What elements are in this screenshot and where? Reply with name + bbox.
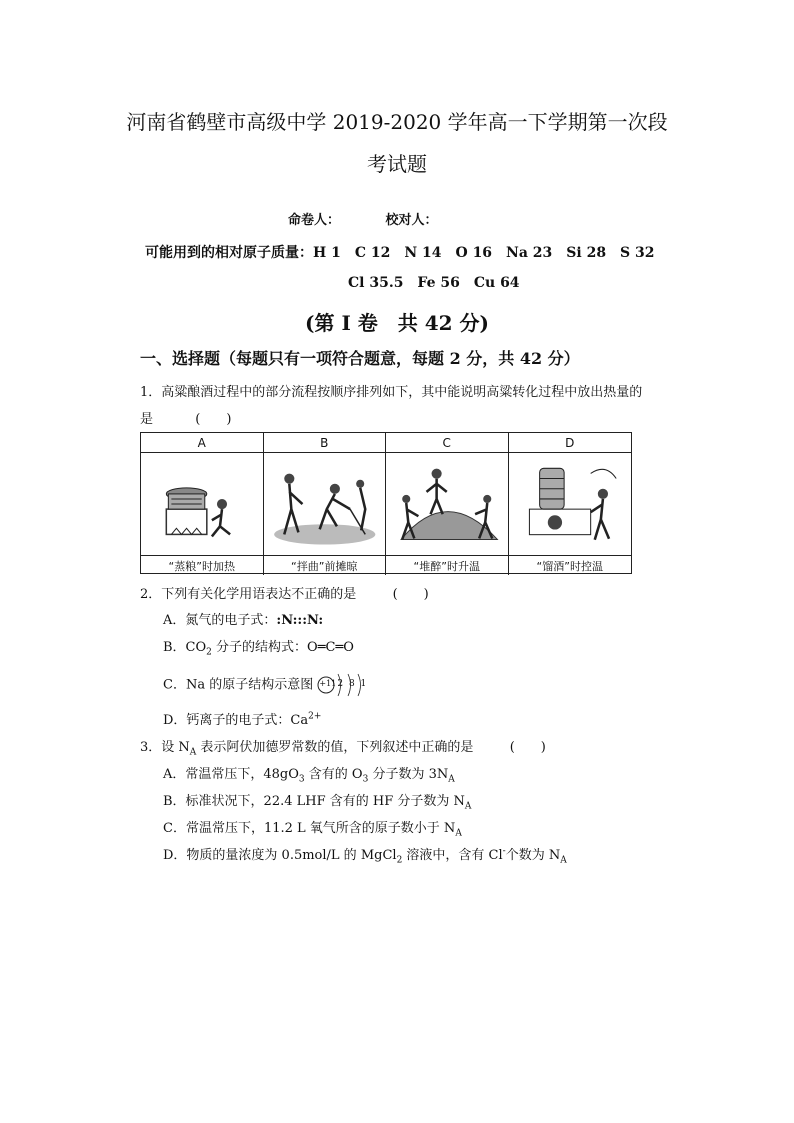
figure-label-b: B <box>264 433 387 453</box>
piling-illustration <box>386 453 509 555</box>
q3-option-d <box>163 844 567 866</box>
q3-b-pre: B．标准状况下，22.4 LHF 含有的 HF 分子数为 N <box>163 794 465 809</box>
authors-line: 命卷人： 校对人： <box>288 213 438 228</box>
q2-option-b-text: 分子的结构式：O═C═O <box>211 640 354 655</box>
q3-c-pre: C．常温常压下，11.2 L 氧气所含的原子数小于 N <box>163 821 456 836</box>
q1-answer-blank: ( ) <box>195 412 232 427</box>
figure-label-a: A <box>141 433 264 453</box>
q3-b-sub: A <box>464 801 472 812</box>
q2-option-b-prefix: B．CO <box>163 640 207 655</box>
atomic-masses-line2: Cl 35.5 Fe 56 Cu 64 <box>348 275 520 291</box>
na-shell-electrons: 2 8 1 <box>337 679 367 689</box>
q3-d-pre: D．物质的量浓度为 0.5mol/L 的 MgCl <box>163 848 397 863</box>
atomic-masses-line1: 可能用到的相对原子质量：H 1 C 12 N 14 O 16 Na 23 Si 28 S 32 <box>145 245 655 261</box>
q3-stem-sub: A <box>189 747 197 758</box>
q3-d-sub1: 2 <box>396 855 403 866</box>
q3-option-a <box>163 763 455 785</box>
q3-answer-blank: ( ) <box>509 740 546 755</box>
q1-stem-line1: 1．高粱酿酒过程中的部分流程按顺序排列如下，其中能说明高粱转化过程中放出热量的 <box>140 385 643 400</box>
q3-a-sub1: 3 <box>298 774 305 785</box>
steaming-illustration <box>141 453 264 555</box>
q1-figure-table <box>140 432 632 574</box>
q2-option-a <box>163 609 323 628</box>
q2-option-a-text: A．氮气的电子式： <box>163 613 277 628</box>
nitrogen-electron-formula: :N:::N: <box>276 613 324 628</box>
q3-a-pre: A．常温常压下，48gO <box>163 767 299 782</box>
q2-option-d-text: D．钙离子的电子式：Ca <box>163 713 309 728</box>
figure-caption-a: “蒸粮”时加热 <box>141 555 264 575</box>
q1-stem-end: 是 <box>140 412 154 427</box>
q2-option-b <box>163 636 354 658</box>
q1-stem-line2 <box>140 408 231 427</box>
page-title: 河南省鹤壁市高级中学 2019-2020 学年高一下学期第一次段 <box>126 110 668 134</box>
q3-option-c <box>163 817 462 839</box>
figure-caption-c: “堆醉”时升温 <box>386 555 509 575</box>
q3-d-mid: 溶液中，含有 Cl <box>402 848 503 863</box>
figure-label-c: C <box>386 433 509 453</box>
q3-stem-line <box>140 736 546 758</box>
q2-option-b-subscript: 2 <box>206 647 212 658</box>
q2-option-c <box>163 672 367 698</box>
q3-option-b <box>163 790 471 812</box>
figure-caption-b: “拌曲”前摊晾 <box>264 555 387 575</box>
page-title-line2: 考试题 <box>367 152 427 176</box>
q2-stem: 2．下列有关化学用语表达不正确的是 <box>140 587 357 602</box>
figure-caption-d: “馏酒”时控温 <box>509 555 632 575</box>
q3-a-mid2: 分子数为 3N <box>368 767 449 782</box>
q3-a-mid: 含有的 O <box>304 767 363 782</box>
q3-a-sub3: A <box>448 774 455 785</box>
q3-d-sub2: A <box>560 855 567 866</box>
q2-option-c-text: C．Na 的原子结构示意图 <box>163 677 314 693</box>
q3-d-sup: - <box>502 846 506 857</box>
q3-stem-pre: 3．设 N <box>140 740 190 755</box>
q3-a-sub2: 3 <box>362 774 369 785</box>
spreading-illustration <box>264 453 387 555</box>
q2-option-d <box>163 709 321 728</box>
figure-label-d: D <box>509 433 632 453</box>
volume-heading: (第 I 卷 共 42 分) <box>305 311 489 335</box>
q2-stem-line <box>140 583 429 602</box>
q2-option-d-charge: 2+ <box>308 711 322 722</box>
q3-d-mid2: 个数为 N <box>505 848 561 863</box>
q3-c-sub: A <box>455 828 462 839</box>
distilling-illustration <box>509 453 632 555</box>
q2-answer-blank: ( ) <box>392 587 429 602</box>
q3-stem-post: 表示阿伏加德罗常数的值，下列叙述中正确的是 <box>196 740 474 755</box>
na-nucleus-charge: +11 <box>319 679 337 688</box>
section-heading: 一、选择题（每题只有一项符合题意，每题 2 分，共 42 分） <box>140 349 580 368</box>
na-atomic-structure-diagram <box>317 672 367 698</box>
